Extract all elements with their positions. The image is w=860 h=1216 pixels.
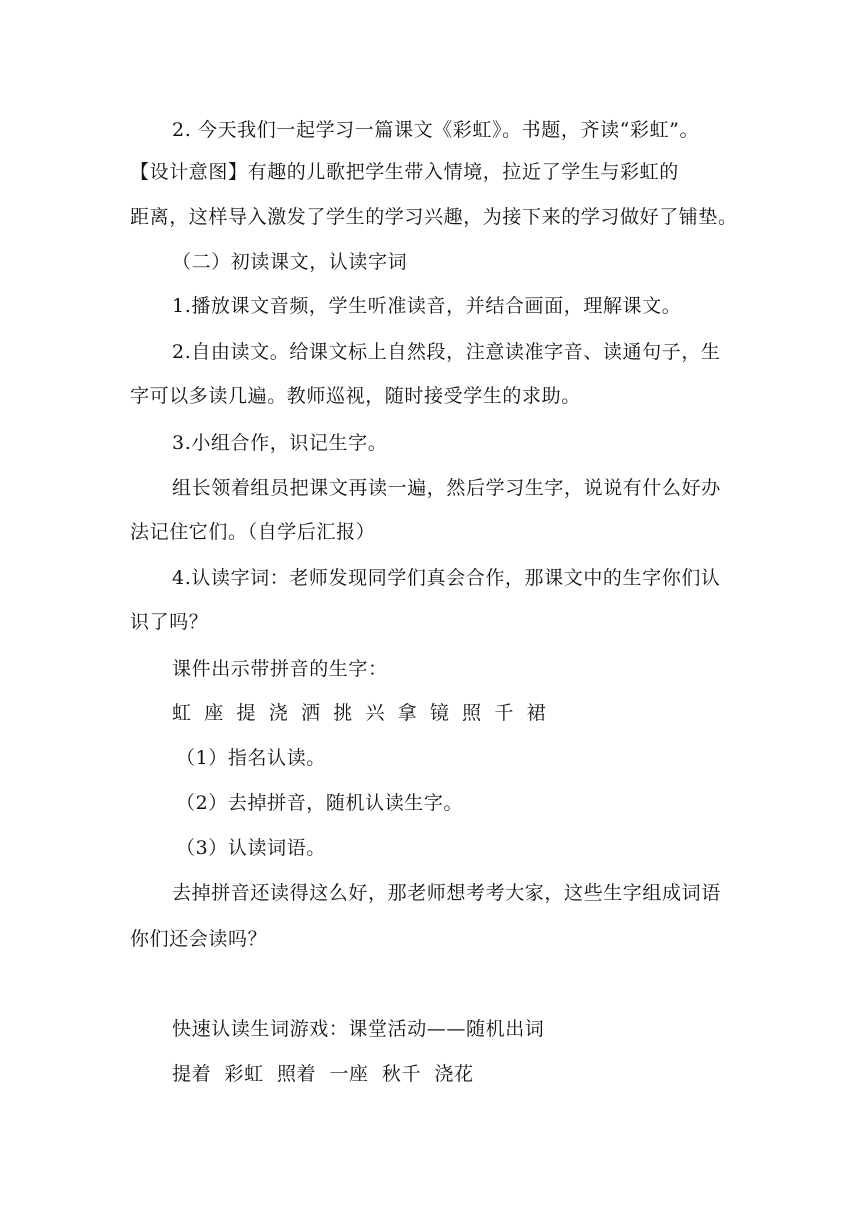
paragraph-line: 距离，这样导入激发了学生的学习兴趣，为接下来的学习做好了铺垫。 <box>130 206 738 228</box>
paragraph-line: 识了吗？ <box>130 611 209 633</box>
paragraph-line: 1.播放课文音频，学生听准读音，并结合画面，理解课文。 <box>172 295 682 317</box>
paragraph-line: 组长领着组员把课文再读一遍，然后学习生字，说说有什么好办 <box>172 477 721 499</box>
paragraph-line: 3.小组合作，识记生字。 <box>172 432 388 454</box>
paragraph-line: 字可以多读几遍。教师巡视，随时接受学生的求助。 <box>130 385 581 407</box>
list-item: （2）去掉拼音，随机认读生字。 <box>176 792 464 814</box>
list-item: （1）指名认读。 <box>176 747 326 769</box>
paragraph-line: 快速认读生词游戏：课堂活动——随机出词 <box>172 1018 545 1040</box>
paragraph-line: 2. 今天我们一起学习一篇课文《彩虹》。书题，齐读“彩虹”。 <box>172 119 700 141</box>
paragraph-line: 去掉拼音还读得这么好，那老师想考考大家，这些生字组成词语 <box>172 882 721 904</box>
paragraph-line: 4.认读字词：老师发现同学们真会合作，那课文中的生字你们认 <box>172 567 721 589</box>
character-list: 虹 座 提 浇 洒 挑 兴 拿 镜 照 千 裙 <box>172 702 547 724</box>
paragraph-line: 2.自由读文。给课文标上自然段，注意读准字音、读通句子，生 <box>172 341 721 363</box>
list-item: （3）认读词语。 <box>176 837 326 859</box>
section-heading: （二）初读课文，认读字词 <box>172 251 408 273</box>
paragraph-line: 你们还会读吗？ <box>130 928 268 950</box>
word-list: 提着 彩虹 照着 一座 秋千 浇花 <box>172 1063 474 1085</box>
paragraph-line: 【设计意图】有趣的儿歌把学生带入情境，拉近了学生与彩虹的 <box>130 161 679 183</box>
paragraph-line: 课件出示带拼音的生字： <box>172 658 388 680</box>
paragraph-line: 法记住它们。（自学后汇报） <box>130 521 376 543</box>
